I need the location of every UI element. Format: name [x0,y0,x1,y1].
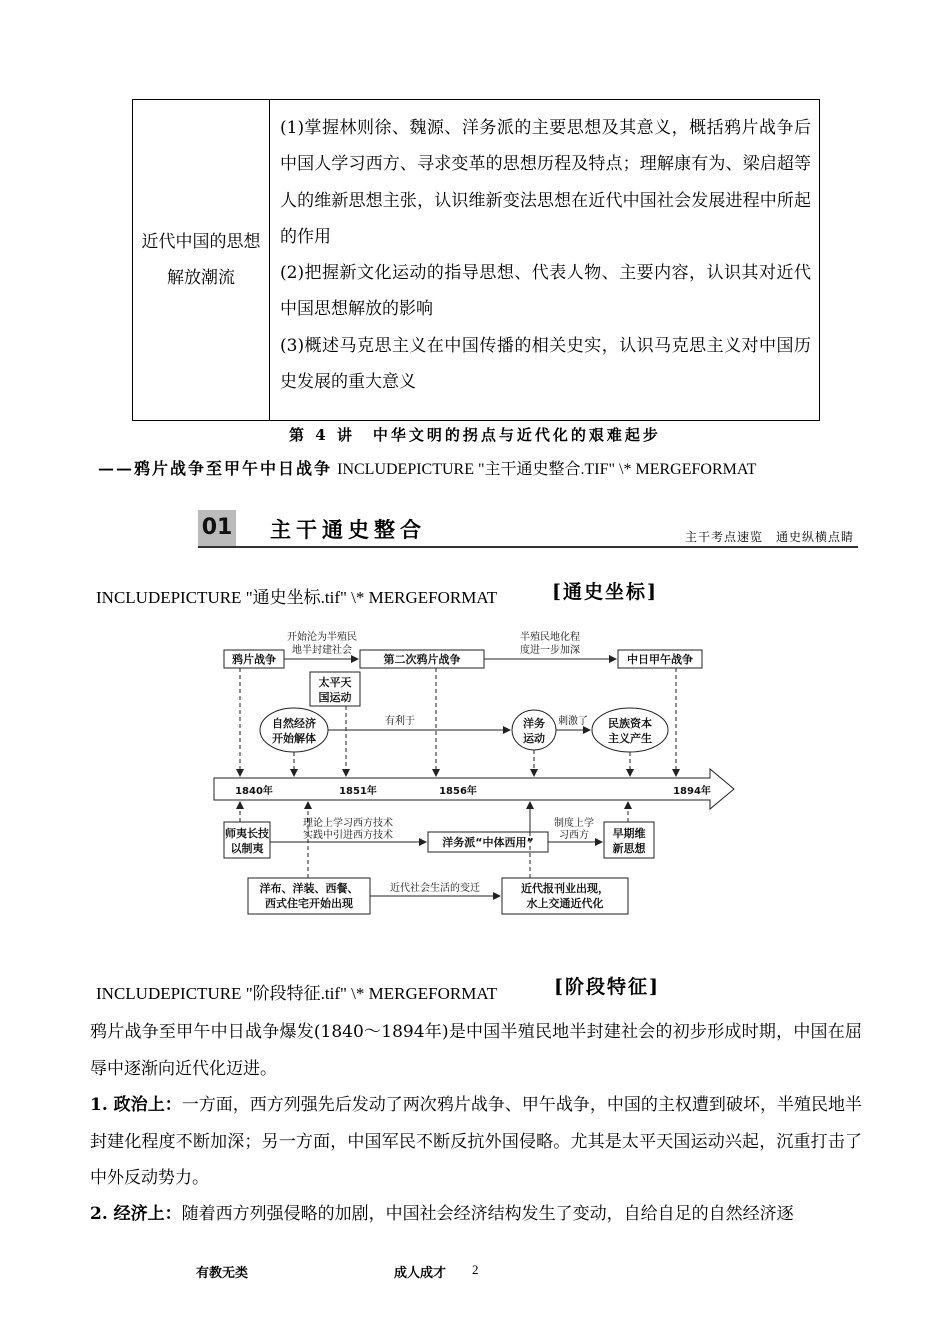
arrow-label: 度进一步加深 [520,645,580,656]
objective-item: (1)掌握林则徐、魏源、洋务派的主要思想及其意义，概括鸦片战争后中国人学习西方、寻求变革的思想历程及特点；理解康有为、梁启超等人的维新思想主张，认识维新变法思想在近代中国社会发展进程中所起的作用 [280,118,811,247]
footer-middle: 成人成才 [394,1266,447,1281]
newspaper-label: 近代报刊业出现， [521,882,609,895]
natural-economy-label: 开始解体 [272,732,316,745]
theory-label: 实践中引进西方技术 [303,830,393,841]
westernization-label: 洋务 [523,717,545,730]
objectives-cell [270,100,819,420]
year-label: 1856年 [439,786,477,797]
include-field: INCLUDEPICTURE "阶段特征.tif" \* MERGEFORMAT [96,984,498,1003]
section-subtitle: 主干考点速览 通史纵横点睛 [684,530,854,544]
event-label: 中日甲午战争 [627,653,693,666]
objectives-table [132,99,820,421]
theory-label: 理论上学习西方技术 [303,818,393,829]
arrow-label: 半殖民地化程 [520,632,580,643]
lecture-title: 第 4 讲 中华文明的拐点与近代化的艰难起步 [289,426,661,444]
national-capital-ellipse [592,708,668,752]
learn-tech-label: 以制夷 [230,842,264,855]
year-label: 1894年 [673,786,711,797]
natural-economy-ellipse [260,708,328,752]
section-tag: [通史坐标] [552,581,658,603]
section-title: 主干通史整合 [270,518,426,542]
banner-rule [198,546,858,548]
early-reform-label: 新思想 [612,842,646,855]
paragraph-text: 随着西方列强侵略的加剧，中国社会经济结构发生了变动，自给自足的自然经济逐 [181,1204,794,1224]
event-label: 鸦片战争 [232,653,276,666]
section-number: 01 [198,510,236,546]
natural-economy-label: 自然经济 [272,717,316,730]
paragraph-label: 1. 政治上： [90,1095,182,1115]
year-label: 1851年 [339,786,377,797]
year-label: 1840年 [235,786,273,797]
taiping-label: 国运动 [318,691,352,704]
early-reform-label: 早期维 [612,827,646,840]
lecture-subtitle [98,456,756,479]
taiping-label: 太平天 [318,676,352,689]
system-label: 制度上学 [554,818,594,829]
include-field: INCLUDEPICTURE "通史坐标.tif" \* MERGEFORMAT [96,588,498,607]
lecture-subtitle-text: ——鸦片战争至甲午中日战争 [98,459,333,478]
beneficial-label: 有利于 [385,716,415,727]
objective-item: (3)概述马克思主义在中国传播的相关史实，认识马克思主义对中国历史发展的重大意义 [280,335,811,393]
westernization-label: 运动 [523,732,545,745]
timeline-diagram [210,626,740,922]
paragraph-label: 2. 经济上： [90,1204,182,1224]
national-capital-label: 主义产生 [608,732,652,745]
arrow-label: 开始沦为半殖民 [287,632,357,643]
social-change-label: 近代社会生活的变迁 [390,883,480,894]
paragraph-text: 一方面，西方列强先后发动了两次鸦片战争、甲午战争，中国的主权遭到破坏，半殖民地半封建化程度不断加深；另一方面，中国军民不断反抗外国侵略。尤其是太平天国运动兴起，沉重打击了中外反动势力。 [90,1095,862,1188]
page-number: 2 [472,1262,479,1277]
topic-cell: 近代中国的思想解放潮流 [133,100,270,420]
system-label: 习西方 [559,830,589,841]
event-label: 第二次鸦片战争 [383,653,461,666]
include-field: INCLUDEPICTURE "主干通史整合.TIF" \* MERGEFORMAT [337,461,757,478]
economy-paragraph [90,1196,862,1233]
section-tag: [阶段特征] [554,976,660,998]
national-capital-label: 民族资本 [608,717,652,730]
arrow-label: 地半封建社会 [292,645,352,656]
westernization-school-label: 洋务派“中体西用” [442,836,534,849]
social-life-label: 洋布、洋装、西餐、 [259,882,359,895]
newspaper-label: 水上交通近代化 [526,897,604,910]
section-banner [198,510,858,548]
stimulated-label: 刺激了 [558,716,588,727]
learn-tech-label: 师夷长技 [225,827,269,840]
intro-paragraph: 鸦片战争至甲午中日战争爆发(1840～1894年)是中国半殖民地半封建社会的初步形成时期，中国在屈辱中逐渐向近代化迈进。 [90,1022,862,1079]
objective-item: (2)把握新文化运动的指导思想、代表人物、主要内容，认识其对近代中国思想解放的影响 [280,263,811,320]
social-life-label: 西式住宅开始出现 [265,897,353,910]
footer-left: 有教无类 [196,1266,249,1281]
politics-paragraph [90,1087,862,1197]
